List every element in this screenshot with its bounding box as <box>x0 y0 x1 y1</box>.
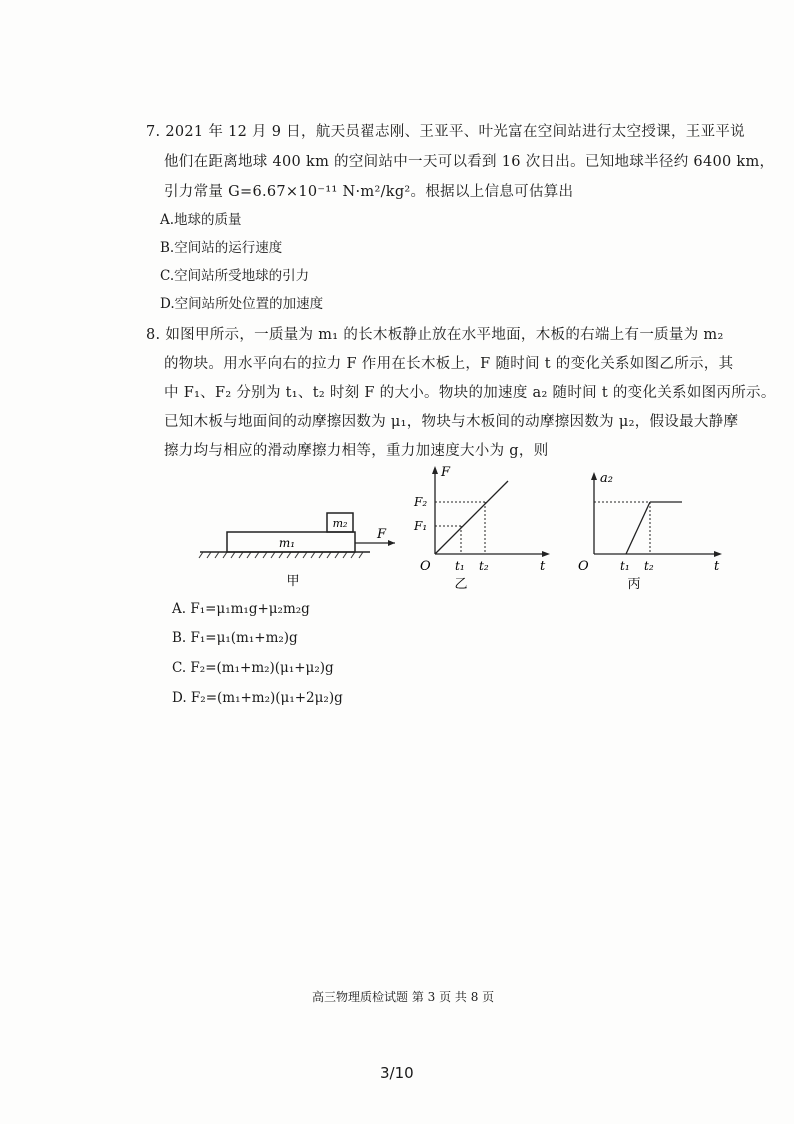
yi-y-arrowhead <box>432 466 438 474</box>
caption-yi: 乙 <box>454 577 468 592</box>
bing-y-label: a₂ <box>600 471 613 486</box>
bing-rise <box>626 502 650 554</box>
yi-x-label: t <box>540 559 546 574</box>
figure-bing <box>570 462 730 600</box>
yi-x-arrowhead <box>542 551 550 557</box>
bing-t1-label: t₁ <box>620 559 630 573</box>
bing-t2-label: t₂ <box>644 559 654 573</box>
q8-stem-line4: 已知木板与地面间的动摩擦因数为 μ₁，物块与木板间的动摩擦因数为 μ₂，假设最大静摩 <box>164 414 739 430</box>
q7-option-c: C.空间站所受地球的引力 <box>160 268 310 284</box>
page-indicator: 3/10 <box>380 1064 414 1082</box>
bing-y-arrowhead <box>591 472 597 480</box>
q8-stem-line5: 擦力均与相应的滑动摩擦力相等，重力加速度大小为 g，则 <box>164 443 549 459</box>
q7-stem-line3: 引力常量 G=6.67×10⁻¹¹ N·m²/kg²。根据以上信息可估算出 <box>164 184 574 200</box>
q7-stem-line1: 7. 2021 年 12 月 9 日，航天员翟志刚、王亚平、叶光富在空间站进行太空授课，王亚平说 <box>146 124 745 140</box>
force-arrowhead <box>388 540 395 546</box>
caption-bing: 丙 <box>627 577 641 592</box>
caption-jia: 甲 <box>286 574 300 589</box>
yi-y-label: F <box>441 465 451 480</box>
figure-yi <box>408 462 556 600</box>
q8-stem-line1: 8. 如图甲所示，一质量为 m₁ 的长木板静止放在水平地面，木板的右端上有一质量为 m₂ <box>146 327 724 343</box>
figure-jia <box>195 500 405 595</box>
q8-stem-line2: 的物块。用水平向右的拉力 F 作用在长木板上，F 随时间 t 的变化关系如图乙所示，其 <box>164 356 734 372</box>
ground-hatching <box>199 552 363 558</box>
q7-option-a: A.地球的质量 <box>160 212 242 228</box>
q7-option-d: D.空间站所处位置的加速度 <box>160 296 324 312</box>
block-label: m₂ <box>332 517 348 530</box>
yi-t2-label: t₂ <box>479 559 489 573</box>
q7-option-b: B.空间站的运行速度 <box>160 240 283 256</box>
q8-option-b: B. F₁=μ₁(m₁+m₂)g <box>172 630 298 646</box>
yi-f-line <box>435 481 508 554</box>
force-label: F <box>377 527 387 542</box>
q7-stem-line2: 他们在距离地球 400 km 的空间站中一天可以看到 16 次日出。已知地球半径约 6400 km， <box>164 154 775 170</box>
page-footer: 高三物理质检试题 第 3 页 共 8 页 <box>312 990 495 1004</box>
yi-origin: O <box>420 559 431 574</box>
bing-x-arrowhead <box>714 551 722 557</box>
yi-f2-label: F₂ <box>414 495 428 509</box>
q8-option-c: C. F₂=(m₁+m₂)(μ₁+μ₂)g <box>172 660 334 676</box>
yi-t1-label: t₁ <box>455 559 465 573</box>
q8-option-d: D. F₂=(m₁+m₂)(μ₁+2μ₂)g <box>172 690 343 706</box>
board-label: m₁ <box>278 536 296 550</box>
q8-option-a: A. F₁=μ₁m₁g+μ₂m₂g <box>172 601 310 617</box>
bing-origin: O <box>578 559 589 574</box>
q8-stem-line3: 中 F₁、F₂ 分别为 t₁、t₂ 时刻 F 的大小。物块的加速度 a₂ 随时间 t 的变化关系如图丙所示。 <box>164 385 776 401</box>
bing-x-label: t <box>714 559 720 574</box>
yi-f1-label: F₁ <box>414 519 428 533</box>
